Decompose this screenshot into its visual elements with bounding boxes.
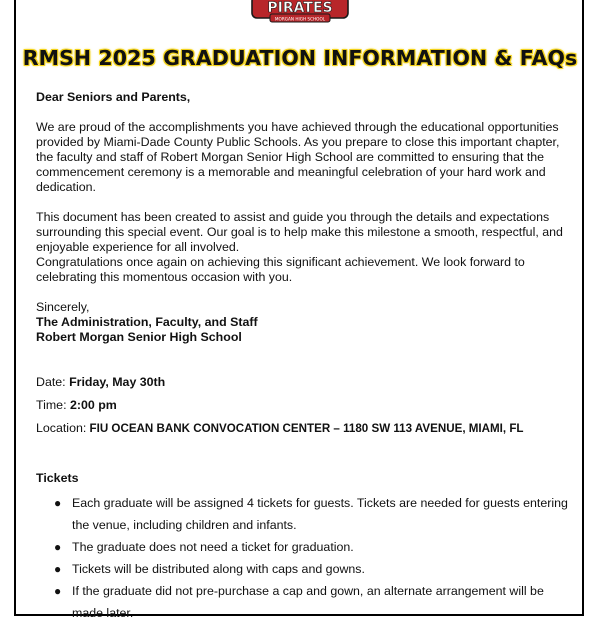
purpose-paragraph: This document has been created to assist and guide you through the details and expectations surrounding this special event. Our goal is to help make this milestone a smooth, respectful, and enjoyable experience for all involved. — [36, 210, 563, 254]
bullet-icon: ● — [54, 562, 62, 576]
page-title: RMSH 2025 GRADUATION INFORMATION & FAQs — [22, 46, 578, 70]
list-item: ● If the graduate did not pre-purchase a cap and gown, an alternate arrangement will be made later. — [36, 580, 568, 624]
tickets-heading: Tickets — [36, 471, 79, 485]
time-value: 2:00 pm — [69, 398, 117, 412]
location-label: Location: — [36, 421, 87, 435]
logo-subtitle: MORGAN HIGH SCHOOL — [274, 16, 326, 22]
date-line — [36, 375, 568, 390]
list-item: ● Each graduate will be assigned 4 tickets for guests. Tickets are needed for guests entering the venue, including children and infants. — [36, 492, 568, 536]
time-label: Time: — [36, 398, 67, 412]
signature-line-1: The Administration, Faculty, and Staff — [36, 315, 258, 329]
greeting: Dear Seniors and Parents, — [36, 90, 191, 104]
location-line — [36, 421, 568, 436]
time-line — [36, 398, 568, 413]
pirates-logo — [250, 0, 350, 26]
date-label: Date: — [36, 375, 66, 389]
list-item: ● Tickets will be distributed along with caps and gowns. — [36, 558, 568, 580]
bullet-icon: ● — [54, 584, 62, 598]
closing: Sincerely, — [36, 300, 90, 314]
document-body — [36, 90, 568, 624]
bullet-icon: ● — [54, 496, 62, 510]
congrats-paragraph: Congratulations once again on achieving this significant achievement. We look forward to celebrating this momentous occasion with you. — [36, 255, 525, 284]
tickets-list — [36, 492, 568, 624]
date-value: Friday, May 30th — [69, 375, 166, 389]
logo-wordmark: PIRATES — [267, 0, 333, 16]
list-item: ● The graduate does not need a ticket for graduation. — [36, 536, 568, 558]
bullet-icon: ● — [54, 540, 62, 554]
signature-line-2: Robert Morgan Senior High School — [36, 330, 242, 344]
location-value: FIU OCEAN BANK CONVOCATION CENTER – 1180 SW 113 AVENUE, MIAMI, FL — [89, 422, 524, 435]
intro-paragraph: We are proud of the accomplishments you have achieved through the educational opportunities provided by Miami-Dade County Public Schools. As you prepare to close this important chapter, the faculty and staff of Robert Morgan Senior High School are committed to ensuring that the commencement ceremony is a memorable and meaningful celebration of your hard work and dedication. — [36, 120, 560, 194]
